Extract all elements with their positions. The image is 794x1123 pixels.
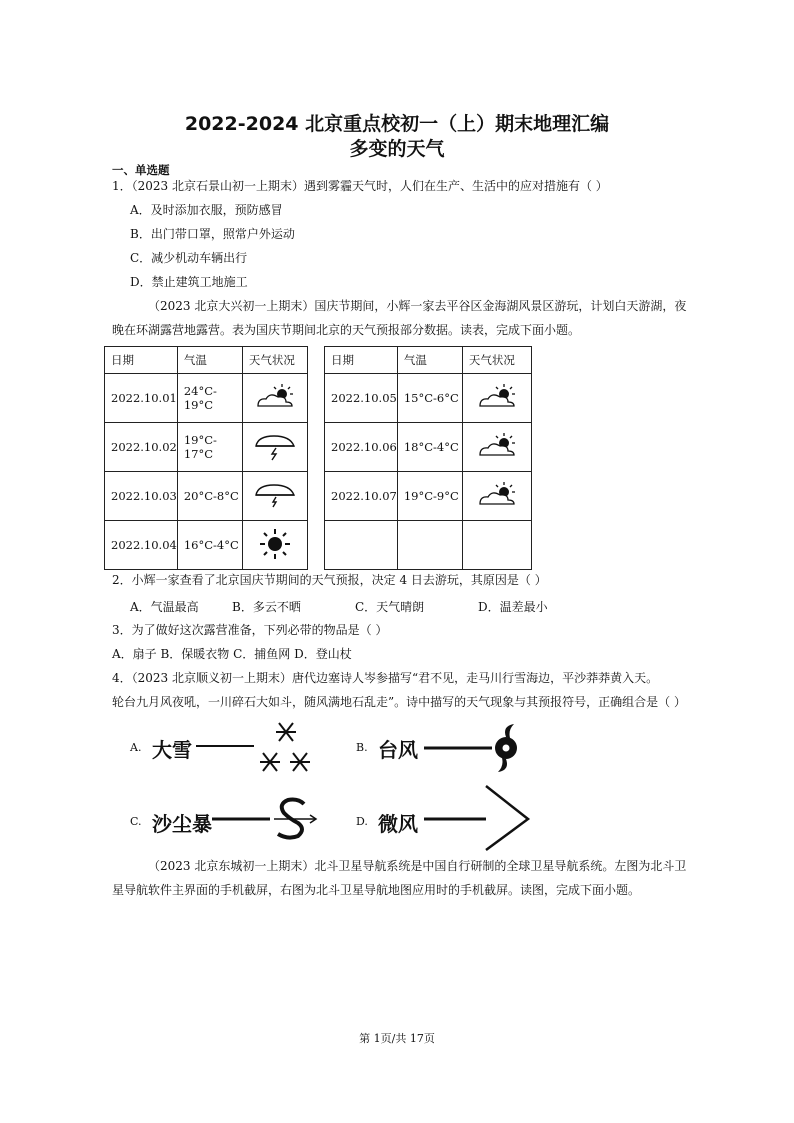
- page-title: 2022-2024 北京重点校初一（上）期末地理汇编: [184, 113, 610, 135]
- table-row: [105, 423, 308, 472]
- q4-option-c-letter: C.: [130, 815, 142, 828]
- q4-option-d-label: 微风: [378, 812, 418, 836]
- q2-option-b: B．多云不晒: [232, 600, 301, 614]
- q4-option-a-letter: A.: [130, 741, 142, 754]
- table-row: [105, 374, 308, 423]
- weather-table-left: [104, 346, 308, 570]
- partly-cloudy-icon: [474, 431, 520, 461]
- section-heading: 一、单选题: [112, 163, 170, 177]
- q1-option-c: C．减少机动车辆出行: [130, 251, 248, 265]
- q4-option-d-letter: D.: [356, 815, 368, 828]
- intro5-line2: 星导航软件主界面的手机截屏，右图为北斗卫星导航地图应用时的手机截屏。读图，完成下面小题。: [112, 883, 641, 897]
- table-row: [325, 374, 532, 423]
- q2-option-a: A．气温最高: [130, 600, 199, 614]
- date-cell: 2022.10.04: [105, 521, 178, 570]
- table-row: [325, 472, 532, 521]
- header-temp: 气温: [397, 347, 462, 374]
- table-row: [325, 521, 532, 570]
- q4-line1: 4．（2023 北京顺义初一上期末）唐代边塞诗人岑参描写“君不见，走马川行雪海边，平沙莽莽黄入天。: [112, 671, 659, 685]
- q1-stem: 1．（2023 北京石景山初一上期末）遇到雾霾天气时，人们在生产、生活中的应对措施有（ ）: [112, 179, 608, 193]
- intro5-line1: （2023 北京东城初一上期末）北斗卫星导航系统是中国自行研制的全球卫星导航系统。左图为北斗卫: [148, 859, 687, 873]
- temp-cell: 20°C-8°C: [177, 472, 242, 521]
- q3-stem: 3．为了做好这次露营准备，下列必带的物品是（ ）: [112, 623, 388, 637]
- q3-options: A．扇子 B．保暖衣物 C．捕鱼网 D．登山杖: [112, 647, 352, 661]
- q4-line2: 轮台九月风夜吼，一川碎石大如斗，随风满地石乱走”。诗中描写的天气现象与其预报符号，正确组合是（ ）: [112, 695, 686, 709]
- date-cell: 2022.10.07: [325, 472, 398, 521]
- intro2-line2: 晚在环湖露营地露营。表为国庆节期间北京的天气预报部分数据。读表，完成下面小题。: [112, 323, 581, 337]
- table-row: [105, 521, 308, 570]
- q2-option-d: D．温差最小: [478, 600, 548, 614]
- q1-option-b: B．出门带口罩，照常户外运动: [130, 227, 295, 241]
- temp-cell: 18°C-4°C: [397, 423, 462, 472]
- light-wind-icon: [424, 782, 534, 852]
- temp-cell: 16°C-4°C: [177, 521, 242, 570]
- q4-option-c-label: 沙尘暴: [152, 812, 212, 836]
- page-footer: 第 1页/共 17页: [359, 1032, 435, 1045]
- q4-option-b-letter: B.: [356, 741, 368, 754]
- header-temp: 气温: [177, 347, 242, 374]
- q1-option-d: D．禁止建筑工地施工: [130, 275, 248, 289]
- q2-stem: 2．小辉一家查看了北京国庆节期间的天气预报，决定 4 日去游玩，其原因是（ ）: [112, 573, 547, 587]
- typhoon-icon: [424, 722, 524, 774]
- partly-cloudy-icon: [474, 382, 520, 412]
- partly-cloudy-icon: [474, 480, 520, 510]
- date-cell: 2022.10.05: [325, 374, 398, 423]
- date-cell: 2022.10.02: [105, 423, 178, 472]
- temp-cell: 24°C-19°C: [177, 374, 242, 423]
- q4-option-b-label: 台风: [378, 738, 418, 762]
- weather-table-right: [324, 346, 532, 570]
- table-row: [325, 423, 532, 472]
- heavy-snow-icon: [196, 720, 316, 776]
- header-weather: 天气状况: [462, 347, 531, 374]
- q1-option-a: A．及时添加衣服，预防感冒: [130, 203, 283, 217]
- partly-cloudy-icon: [252, 382, 298, 412]
- date-cell: 2022.10.03: [105, 472, 178, 521]
- rain-icon: [252, 430, 298, 462]
- q2-option-c: C．天气晴朗: [355, 600, 425, 614]
- table-row: [105, 472, 308, 521]
- date-cell: 2022.10.06: [325, 423, 398, 472]
- sunny-icon: [258, 527, 292, 561]
- intro2-line1: （2023 北京大兴初一上期末）国庆节期间，小辉一家去平谷区金海湖风景区游玩，计划白天游湖，夜: [148, 299, 687, 313]
- header-date: 日期: [105, 347, 178, 374]
- rain-icon: [252, 479, 298, 511]
- q4-option-a-label: 大雪: [152, 738, 192, 762]
- page-subtitle: 多变的天气: [349, 138, 445, 160]
- date-cell: 2022.10.01: [105, 374, 178, 423]
- temp-cell: 15°C-6°C: [397, 374, 462, 423]
- sandstorm-icon: [212, 796, 322, 842]
- temp-cell: 19°C-9°C: [397, 472, 462, 521]
- temp-cell: 19°C-17°C: [177, 423, 242, 472]
- header-date: 日期: [325, 347, 398, 374]
- header-weather: 天气状况: [242, 347, 307, 374]
